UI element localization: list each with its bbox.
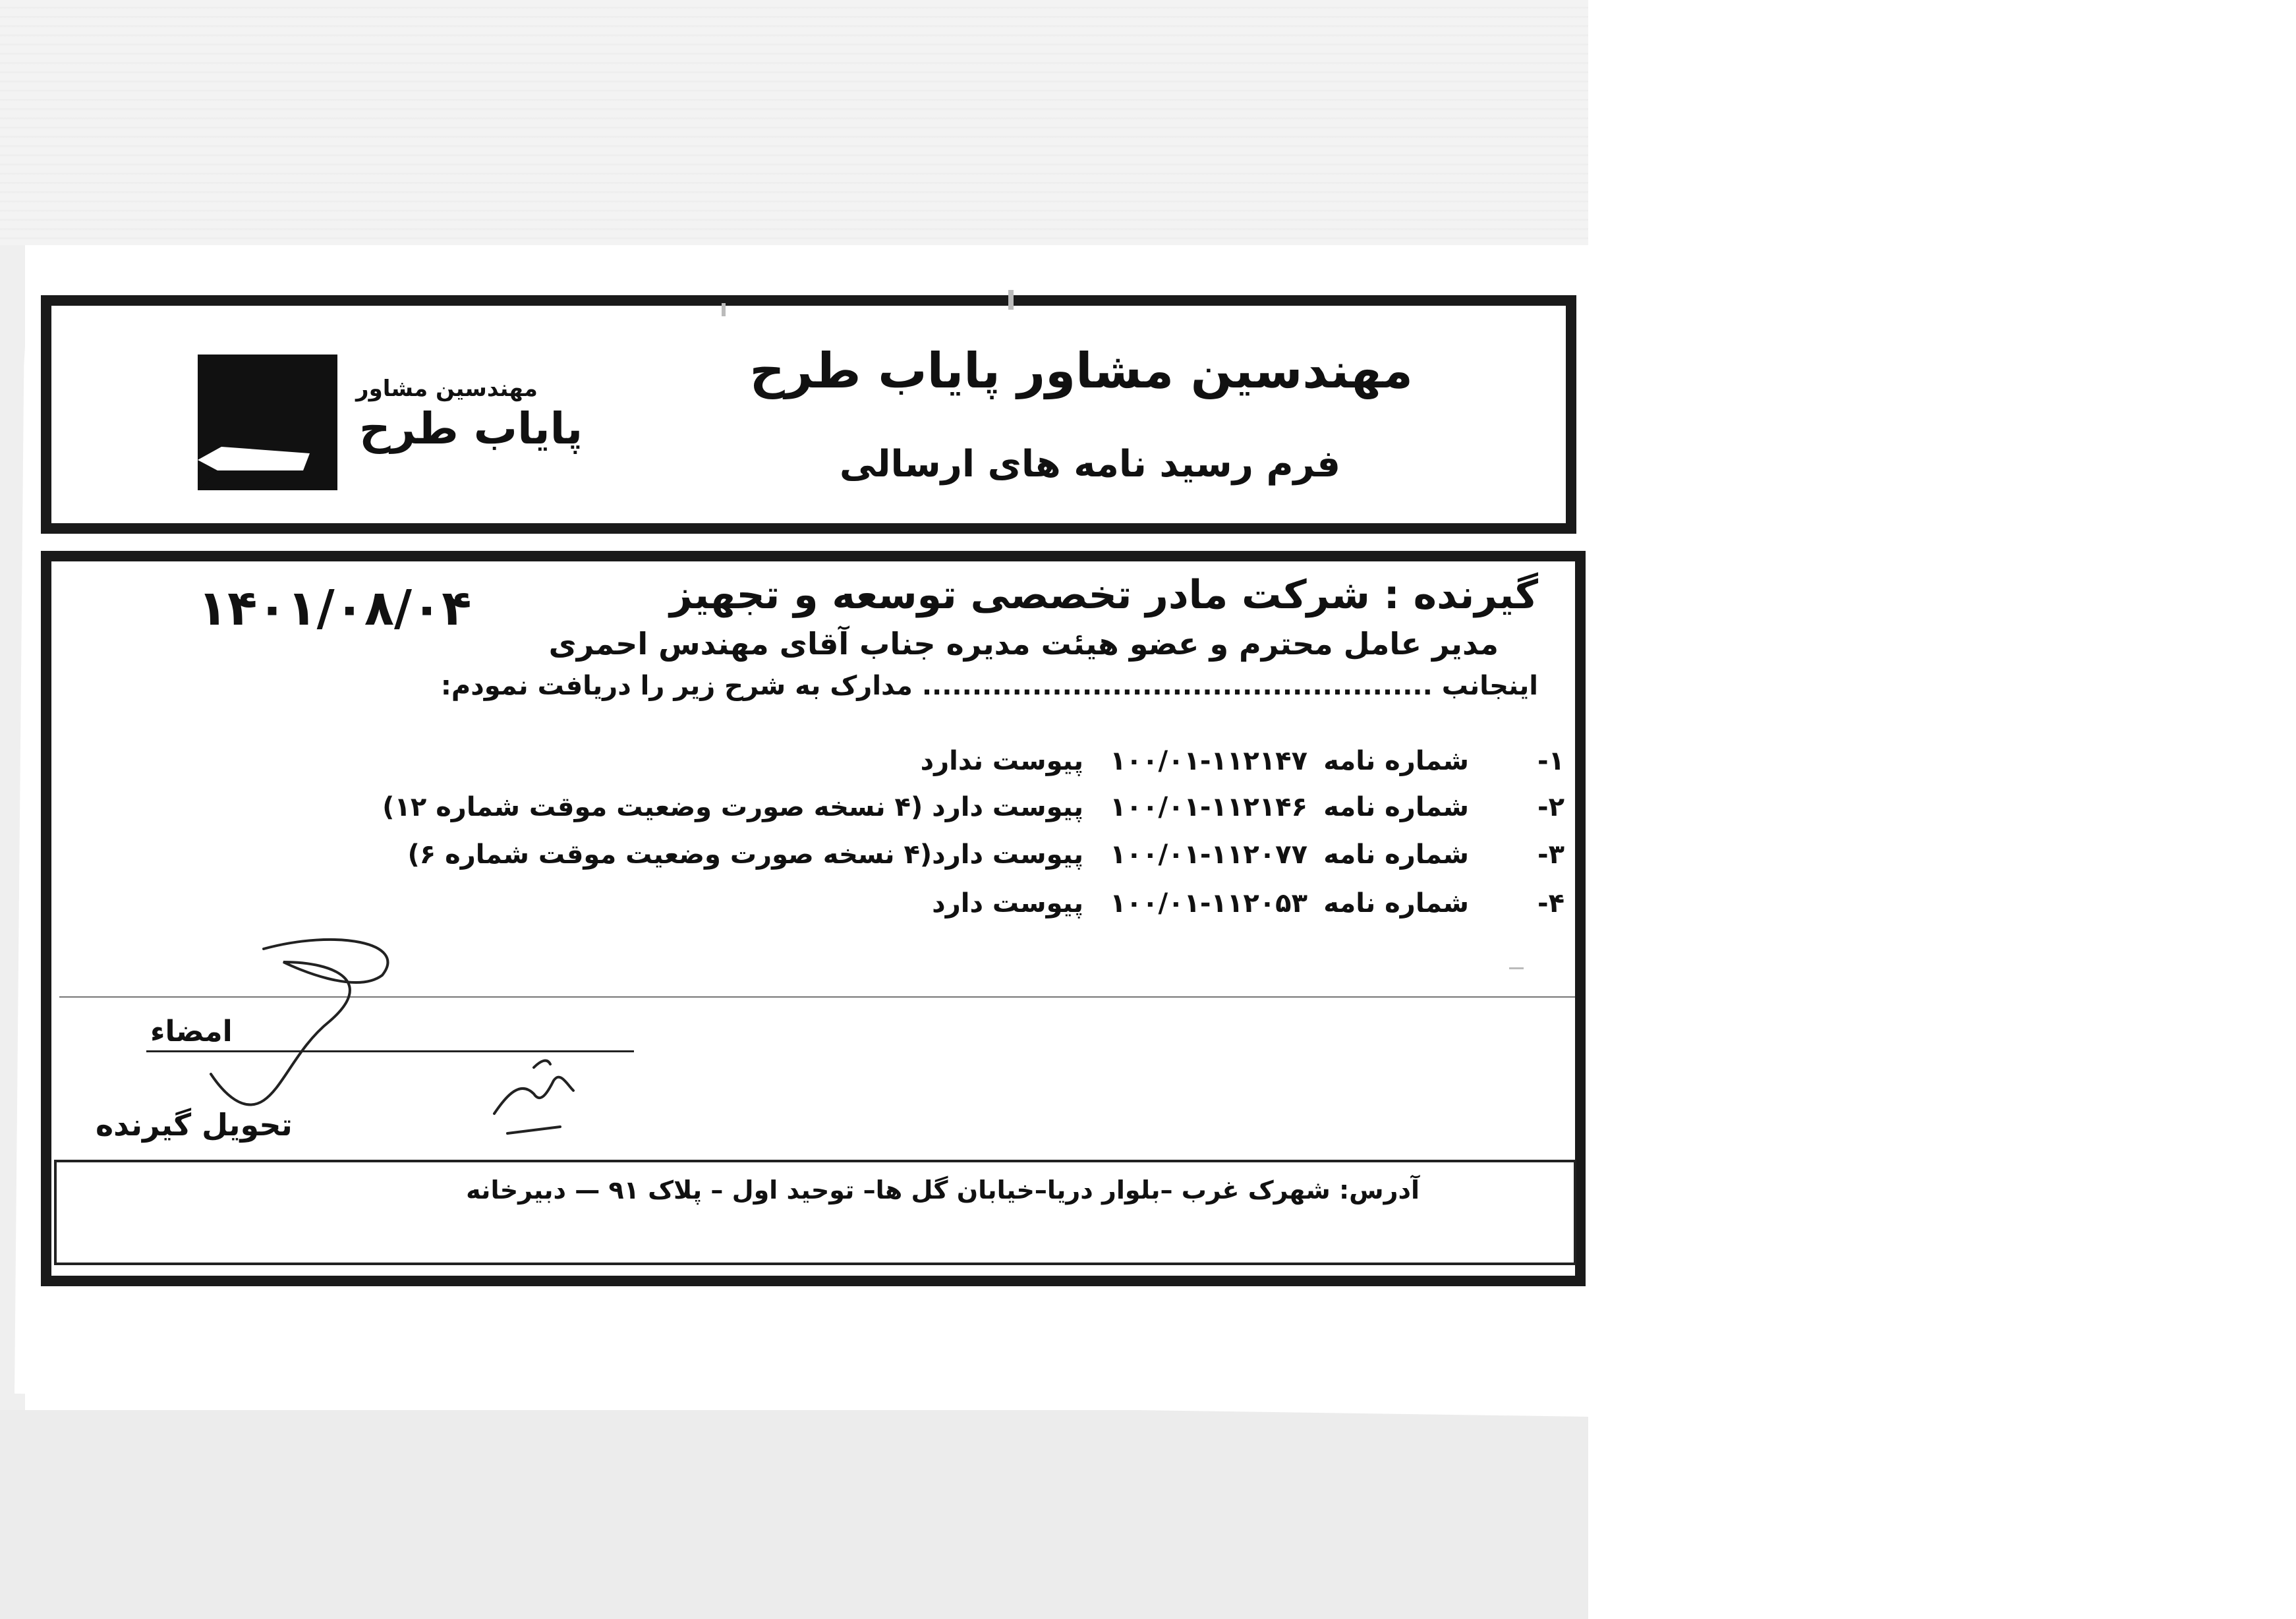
letter-number: ۳- (1537, 839, 1564, 870)
company-name: مهندسین مشاور پایاب طرح (749, 343, 1413, 399)
letter-date: ۱۴۰۱/۰۸/۰۴ (198, 580, 472, 637)
receipt-statement: اینجانب ................................................... مدارک به شرح زیر را دریافت نمودم: (440, 671, 1538, 701)
attachment-note: پیوست ندارد (920, 746, 1083, 776)
letter-code: ۱۰۰/۰۱-۱۱۲۰۷۷ (1110, 839, 1307, 870)
attachment-note: پیوست دارد (۴ نسخه صورت وضعیت موقت شماره ۱۲) (382, 792, 1083, 822)
scan-speck (1008, 290, 1014, 310)
letter-code: ۱۰۰/۰۱-۱۱۲۱۴۷ (1110, 746, 1307, 776)
signature-label: امضاء (150, 1015, 233, 1048)
attachment-note: پیوست دارد(۴ نسخه صورت وضعیت موقت شماره ۶) (407, 839, 1083, 870)
letter-label: شماره نامه (1323, 792, 1469, 822)
logo-small-text: مهندسین مشاور (356, 376, 538, 402)
letter-label: شماره نامه (1323, 839, 1469, 870)
scan-margin-top (0, 0, 1588, 245)
letter-code: ۱۰۰/۰۱-۱۱۲۰۵۳ (1110, 888, 1307, 919)
letter-number: ۴- (1537, 888, 1564, 919)
letter-label: شماره نامه (1323, 888, 1469, 919)
signature-line (146, 1050, 634, 1052)
attachment-note: پیوست دارد (932, 888, 1083, 919)
letter-code: ۱۰۰/۰۱-۱۱۲۱۴۶ (1110, 792, 1307, 822)
scan-margin-bottom (0, 1410, 1588, 1619)
logo-big-text: پایاب طرح (359, 403, 583, 454)
letter-label: شماره نامه (1323, 746, 1469, 776)
letter-row (0, 839, 2296, 879)
letter-row (0, 792, 2296, 832)
letter-row (0, 746, 2296, 785)
scan-speck (722, 303, 726, 316)
letter-number: ۱- (1537, 746, 1564, 776)
address-line: آدرس: شهرک غرب –بلوار دریا–خیابان گل ها– توحید اول – پلاک ۹۱ — دبیرخانه (466, 1176, 1420, 1205)
payab-tarh-logo-icon (198, 355, 337, 490)
form-title: فرم رسید نامه های ارسالی (839, 443, 1340, 486)
recipient-line: گیرنده : شرکت مادر تخصصی توسعه و تجهیز (670, 572, 1538, 618)
addressee-line: مدیر عامل محترم و عضو هیئت مدیره جناب آقای مهندس احمری (548, 626, 1499, 662)
letter-number: ۲- (1537, 792, 1564, 822)
scan-speck (1509, 967, 1524, 969)
receiver-label: تحویل گیرنده (96, 1107, 293, 1143)
